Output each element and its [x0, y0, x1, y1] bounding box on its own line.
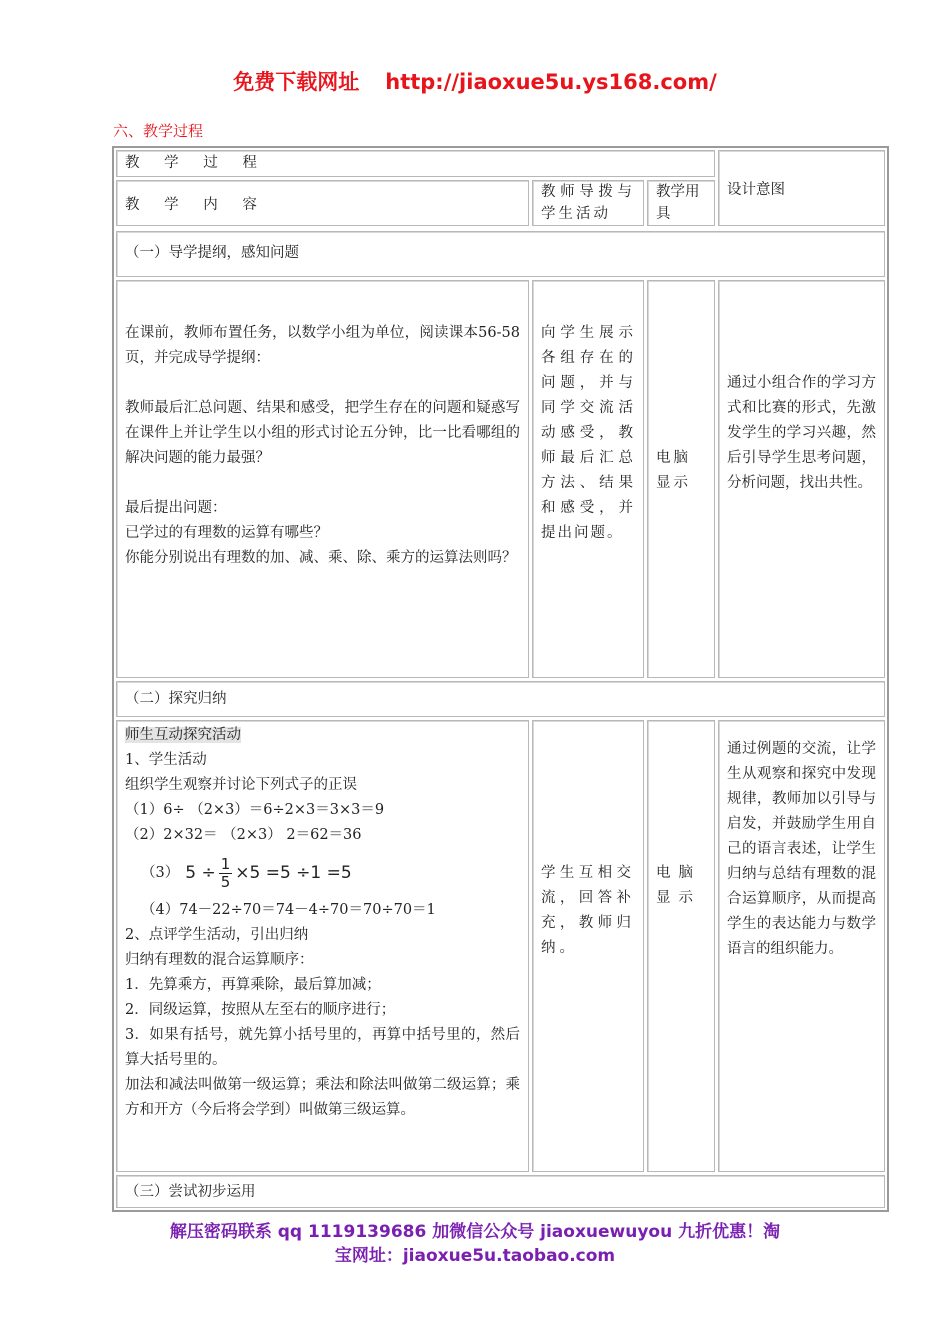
rule-item: 2．同级运算，按照从左至右的顺序进行； [125, 1002, 396, 1018]
equation-2: （2）2×32＝ （2×3） 2＝62＝36 [125, 827, 362, 843]
teaching-process-table [112, 146, 889, 1212]
part2-content-cell [116, 720, 529, 1172]
fraction [219, 856, 233, 891]
part1-title-row: （一）导学提纲，感知问题 [116, 231, 885, 277]
equation-3-before: 5 ÷ [185, 862, 216, 883]
header-process-cell: 教 学 过 程 [116, 150, 715, 177]
part3-title-row: （三）尝试初步运用 [116, 1175, 885, 1208]
equation-1: （1）6÷ （2×3）＝6÷2×3＝3×3＝9 [125, 802, 385, 818]
part2-design-cell: 通过例题的交流，让学生从观察和探究中发现规律，教师加以引导与启发，并鼓励学生用自己的语言表述，让学生归纳与总结有理数的混合运算顺序，从而提高学生的表达能力与数学语言的组织能力。 [718, 720, 885, 1172]
part2-title-row: （二）探究归纳 [116, 681, 885, 717]
part1-content-cell [116, 280, 529, 678]
fraction-numerator: 1 [220, 854, 231, 873]
order-title: 归纳有理数的混合运算顺序： [125, 952, 314, 968]
rule-item: 1．先算乘方，再算乘除，最后算加减； [125, 977, 381, 993]
part1-paragraph: 最后提出问题： [125, 500, 227, 516]
part1-paragraph: 教师最后汇总问题、结果和感受，把学生存在的问题和疑惑写在课件上并让学生以小组的形式讨论五分钟，比一比看哪组的解决问题的能力最强？ [125, 400, 520, 466]
footer-line-1: 解压密码联系 qq 1119139686 加微信公众号 jiaoxuewuyou 九折优惠！淘 [169, 1222, 781, 1242]
header-design-cell: 设计意图 [718, 150, 885, 226]
equation-3 [141, 848, 520, 898]
equation-3-after: ×5 =5 ÷1 =5 [235, 862, 352, 883]
part1-paragraph: 在课前，教师布置任务，以数学小组为单位，阅读课本56-58页，并完成导学提纲： [125, 325, 520, 366]
part1-teacher-cell: 向学生展示各组存在的问题，并与同学交流活动感受，教师最后汇总方法、结果和感受，并提出问题。 [532, 280, 644, 678]
header-url[interactable]: http://jiaoxue5u.ys168.com/ [385, 70, 717, 94]
activity-title: 师生互动探究活动 [125, 727, 241, 743]
part2-teacher-cell: 学生互相交流，回答补充，教师归纳。 [532, 720, 644, 1172]
fraction-denominator: 5 [220, 872, 231, 891]
rule-item: 3．如果有括号，就先算小括号里的，再算中括号里的，然后算大括号里的。 [125, 1027, 520, 1068]
header-tools-cell: 教学用具 [647, 180, 715, 226]
step1: 1、学生活动 [125, 752, 207, 768]
footer-line-2[interactable]: 宝网址：jiaoxue5u.taobao.com [334, 1246, 616, 1266]
operation-levels: 加法和减法叫做第一级运算；乘法和除法叫做第二级运算；乘方和开方（今后将会学到）叫做第三级运算。 [125, 1077, 520, 1118]
part1-design-cell: 通过小组合作的学习方式和比赛的形式，先激发学生的学习兴趣，然后引导学生思考问题，分析问题，找出共性。 [718, 280, 885, 678]
observe-instruction: 组织学生观察并讨论下列式子的正误 [125, 777, 357, 793]
equation-4: （4）74－22÷70＝74－4÷70＝70÷70＝1 [141, 902, 436, 918]
section-title: 六、教学过程 [113, 122, 204, 140]
header-content-cell: 教 学 内 容 [116, 180, 529, 226]
footer-contact [0, 1220, 950, 1268]
part1-paragraph: 已学过的有理数的运算有哪些？ [125, 525, 328, 541]
step2: 2、点评学生活动，引出归纳 [125, 927, 309, 943]
header-download-link[interactable] [0, 66, 950, 96]
part1-tools-cell: 电脑显示 [647, 280, 715, 678]
header-label: 免费下载网址 [233, 70, 360, 94]
equation-3-label: （3） [141, 864, 180, 881]
header-teacher-cell: 教师导拨与学生活动 [532, 180, 644, 226]
part1-paragraph: 你能分别说出有理数的加、减、乘、除、乘方的运算法则吗？ [125, 550, 517, 566]
part2-tools-cell: 电脑显示 [647, 720, 715, 1172]
